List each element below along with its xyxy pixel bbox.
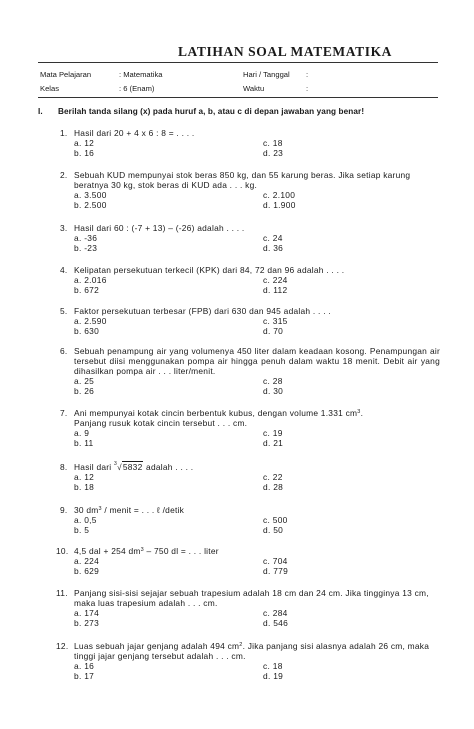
question-number: 11. [56, 588, 68, 598]
option-a[interactable]: a. 224 [74, 556, 100, 566]
option-b[interactable]: b. -23 [74, 243, 98, 253]
question-number: 9. [60, 505, 68, 515]
option-d[interactable]: d. 30 [263, 386, 284, 396]
option-c[interactable]: c. 315 [263, 316, 288, 326]
question-text: Sebuah KUD mempunyai stok beras 850 kg, dan 55 karung beras. Jika setiap karung beratnya 30 kg, stok beras di KUD ada . . . kg. [74, 170, 411, 190]
answer-options [74, 428, 440, 448]
option-c[interactable]: c. 500 [263, 515, 288, 525]
question-text: Kelipatan persekutuan terkecil (KPK) dari 84, 72 dan 96 adalah . . . . [74, 265, 345, 275]
question-text-part: Panjang rusuk kotak cincin tersebut . . . cm. [74, 418, 248, 428]
option-d[interactable]: d. 21 [263, 438, 284, 448]
answer-options [74, 472, 440, 492]
title-rule [38, 62, 438, 63]
mata-pelajaran-label: Mata Pelajaran [40, 70, 92, 79]
question-number: 7. [60, 408, 68, 418]
option-a[interactable]: a. 9 [74, 428, 90, 438]
answer-options [74, 608, 436, 628]
root-index: 3 [113, 461, 118, 467]
option-d[interactable]: d. 779 [263, 566, 289, 576]
question-text: Sebuah penampung air yang volumenya 450 liter dalam keadaan kosong. Penampungan air tersebut diisi menggunakan pompa air hingga penuh dalam waktu 18 menit. Debit air yang dihasilkan pompa air . . . liter/menit. [74, 346, 440, 376]
option-c[interactable]: c. 704 [263, 556, 288, 566]
option-c[interactable]: c. 18 [263, 661, 283, 671]
option-d[interactable]: d. 70 [263, 326, 284, 336]
instruction-text: Berilah tanda silang (x) pada huruf a, b, atau c di depan jawaban yang benar! [58, 107, 365, 116]
question-text: Faktor persekutuan terbesar (FPB) dari 630 dan 945 adalah . . . . [74, 306, 331, 316]
option-c[interactable]: c. 19 [263, 428, 283, 438]
answer-options [74, 316, 440, 336]
question-text [74, 505, 440, 515]
option-b[interactable]: b. 26 [74, 386, 95, 396]
question-6 [60, 346, 440, 396]
question-text: Hasil dari 60 : (-7 + 13) – (-26) adalah . . . . [74, 223, 245, 233]
hari-tanggal-value: : [306, 70, 309, 79]
question-text [74, 408, 440, 428]
section-number: I. [38, 107, 43, 116]
question-number: 6. [60, 346, 68, 356]
option-a[interactable]: a. 2.016 [74, 275, 107, 285]
superscript: 3 [98, 506, 102, 512]
question-text: Hasil dari 20 + 4 x 6 : 8 = . . . . [74, 128, 195, 138]
question-number: 8. [60, 462, 68, 472]
answer-options [74, 138, 440, 158]
page-title: LATIHAN SOAL MATEMATIKA [177, 44, 393, 59]
option-b[interactable]: b. 17 [74, 671, 95, 681]
option-d[interactable]: d. 28 [263, 482, 284, 492]
option-d[interactable]: d. 23 [263, 148, 284, 158]
question-2 [60, 170, 440, 210]
question-text-part: . Jika panjang sisi alasnya adalah 26 cm, maka tinggi jajar genjang tersebut adalah . . . cm. [74, 641, 430, 661]
option-d[interactable]: d. 50 [263, 525, 284, 535]
question-5 [60, 306, 440, 336]
question-text-part: . [360, 408, 364, 418]
question-text-part: 4,5 dal + 254 dm [74, 546, 141, 556]
option-c[interactable]: c. 28 [263, 376, 283, 386]
option-a[interactable]: a. 12 [74, 138, 95, 148]
mata-pelajaran-value: : Matematika [119, 70, 163, 79]
question-text-part: Hasil dari [74, 462, 114, 472]
option-d[interactable]: d. 36 [263, 243, 284, 253]
option-a[interactable]: a. 25 [74, 376, 95, 386]
cube-root-expression [114, 462, 144, 472]
option-a[interactable]: a. 12 [74, 472, 95, 482]
question-number: 5. [60, 306, 68, 316]
option-b[interactable]: b. 672 [74, 285, 100, 295]
hari-tanggal-label: Hari / Tanggal [243, 70, 290, 79]
option-d[interactable]: d. 19 [263, 671, 284, 681]
question-7 [60, 408, 440, 448]
question-text-part: Luas sebuah jajar genjang adalah 494 cm [74, 641, 240, 651]
option-d[interactable]: d. 112 [263, 285, 288, 295]
question-number: 10. [56, 546, 69, 556]
question-number: 12. [56, 641, 69, 651]
question-4 [60, 265, 440, 295]
answer-options [74, 515, 440, 535]
option-a[interactable]: a. 0,5 [74, 515, 97, 525]
question-8 [60, 462, 440, 492]
option-b[interactable]: b. 11 [74, 438, 94, 448]
option-a[interactable]: a. -36 [74, 233, 98, 243]
option-a[interactable]: a. 16 [74, 661, 95, 671]
answer-options [74, 190, 440, 210]
radical-sign-icon: √ [116, 462, 122, 472]
kelas-label: Kelas [40, 84, 59, 93]
question-number: 2. [60, 170, 68, 180]
option-a[interactable]: a. 174 [74, 608, 100, 618]
option-c[interactable]: c. 2.100 [263, 190, 296, 200]
option-b[interactable]: b. 630 [74, 326, 100, 336]
superscript: 3 [357, 409, 361, 415]
header-rule [38, 97, 438, 98]
question-text: Panjang sisi-sisi sejajar sebuah trapesium adalah 18 cm dan 24 cm. Jika tingginya 13 cm, maka luas trapesium adalah . . . cm. [74, 588, 429, 608]
question-number: 3. [60, 223, 68, 233]
answer-options [74, 233, 440, 253]
option-c[interactable]: c. 24 [263, 233, 283, 243]
superscript: 3 [140, 547, 144, 553]
waktu-label: Waktu [243, 84, 265, 93]
question-text-part: adalah . . . . [143, 462, 194, 472]
option-b[interactable]: b. 2.500 [74, 200, 107, 210]
question-12 [56, 641, 436, 681]
question-text-part: / menit = . . . ℓ /detik [101, 505, 185, 515]
radicand: 5832 [122, 462, 143, 472]
option-c[interactable]: c. 224 [263, 275, 288, 285]
section-instruction [38, 107, 364, 116]
question-11 [56, 588, 436, 628]
option-a[interactable]: a. 3.500 [74, 190, 107, 200]
option-b[interactable]: b. 5 [74, 525, 90, 535]
answer-options [74, 661, 436, 681]
option-c[interactable]: c. 18 [263, 138, 283, 148]
question-text-part: 30 dm [74, 505, 99, 515]
answer-options [74, 275, 440, 295]
option-d[interactable]: d. 1.900 [263, 200, 296, 210]
answer-options [74, 376, 440, 396]
waktu-value: : [306, 84, 309, 93]
question-1 [60, 128, 440, 158]
question-text [74, 462, 440, 472]
question-3 [60, 223, 440, 253]
question-10 [56, 546, 436, 576]
option-c[interactable]: c. 22 [263, 472, 283, 482]
question-number: 4. [60, 265, 68, 275]
option-b[interactable]: b. 18 [74, 482, 95, 492]
option-b[interactable]: b. 16 [74, 148, 95, 158]
question-text-part: Ani mempunyai kotak cincin berbentuk kubus, dengan volume 1.331 cm [74, 408, 358, 418]
option-c[interactable]: c. 284 [263, 608, 288, 618]
option-b[interactable]: b. 273 [74, 618, 100, 628]
question-9 [60, 505, 440, 535]
option-b[interactable]: b. 629 [74, 566, 100, 576]
question-number: 1. [60, 128, 68, 138]
question-text [74, 546, 436, 556]
superscript: 2 [239, 642, 243, 648]
option-a[interactable]: a. 2.590 [74, 316, 107, 326]
option-d[interactable]: d. 546 [263, 618, 289, 628]
kelas-value: : 6 (Enam) [119, 84, 155, 93]
question-text [74, 641, 436, 661]
question-text-part: – 750 dl = . . . liter [143, 546, 219, 556]
answer-options [74, 556, 436, 576]
